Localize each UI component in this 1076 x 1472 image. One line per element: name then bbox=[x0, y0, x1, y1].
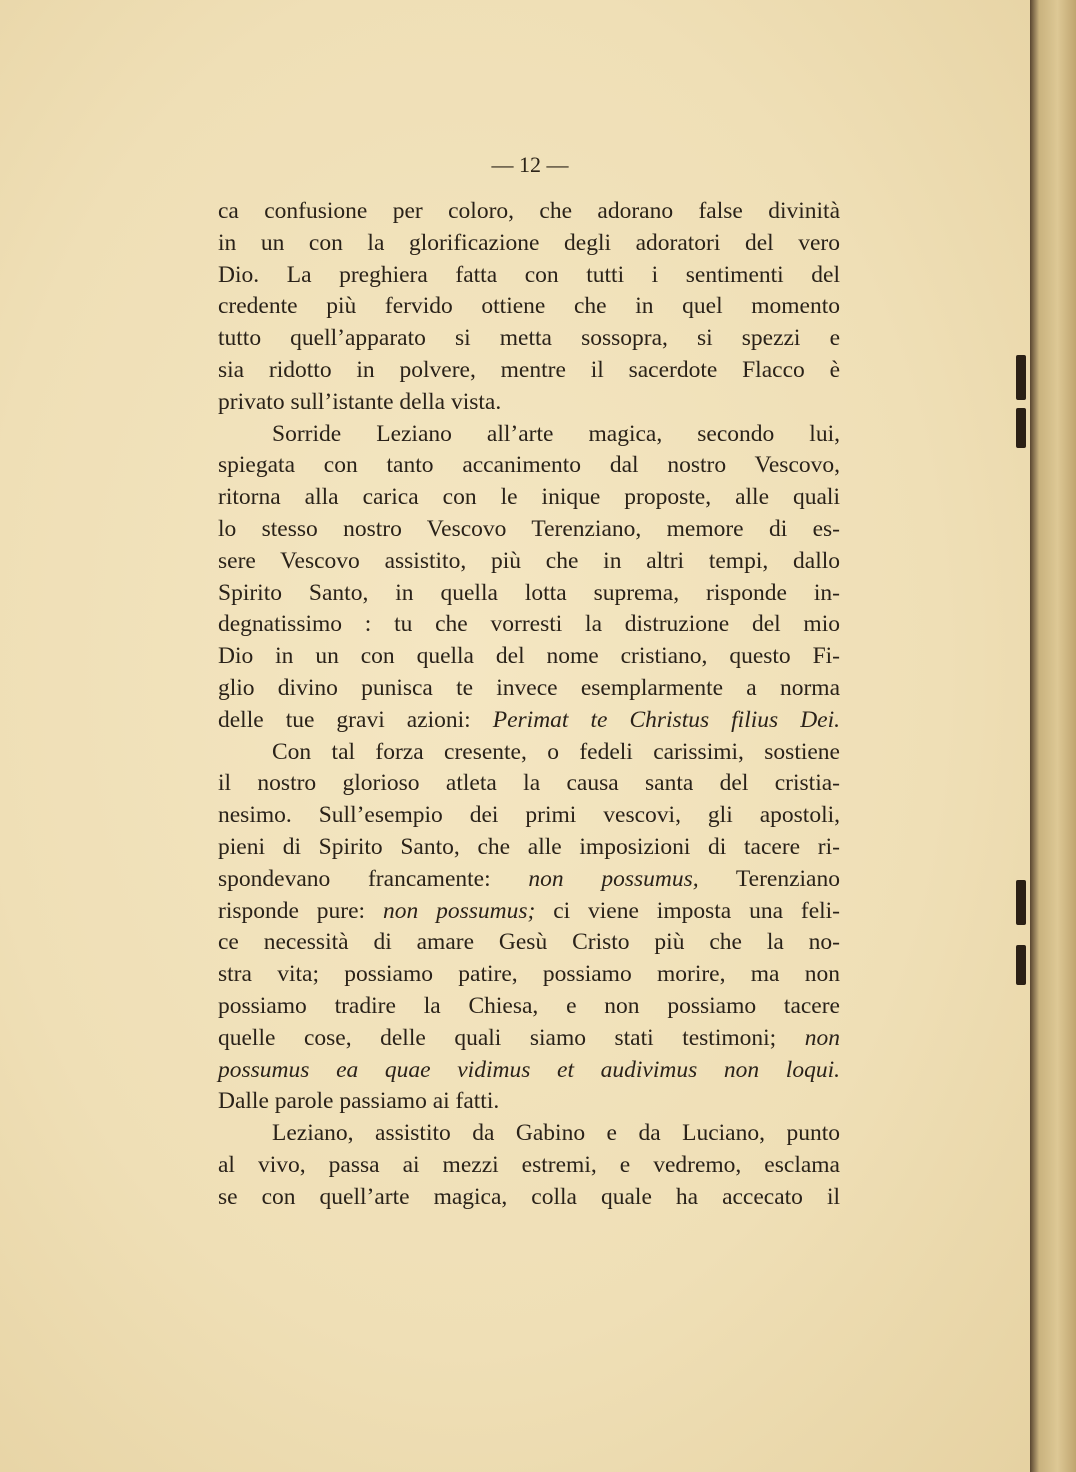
text-line bbox=[218, 419, 840, 451]
binding-mark bbox=[1016, 945, 1026, 985]
text-segment: in un con la glorificazione degli adoratori del vero bbox=[218, 229, 840, 256]
text-line bbox=[218, 864, 840, 896]
text-line bbox=[218, 800, 840, 832]
text-segment: quelle cose, delle quali siamo stati testimoni; bbox=[218, 1024, 805, 1051]
binding-mark bbox=[1016, 880, 1026, 925]
text-line bbox=[218, 959, 840, 991]
text-segment: nesimo. Sull’esempio dei primi vescovi, gli apostoli, bbox=[218, 802, 840, 829]
text-line bbox=[218, 196, 840, 228]
text-line bbox=[218, 705, 840, 737]
text-line bbox=[218, 546, 840, 578]
italic-text: non possumus; bbox=[382, 897, 536, 924]
text-segment: Terenziano bbox=[698, 865, 840, 892]
text-segment: ritorna alla carica con le inique proposte, alle quali bbox=[218, 484, 840, 511]
text-segment: ca confusione per coloro, che adorano false divinità bbox=[218, 198, 840, 224]
text-segment: risponde pure: bbox=[218, 897, 383, 924]
text-segment: Spirito Santo, in quella lotta suprema, risponde in- bbox=[218, 579, 840, 606]
text-line bbox=[218, 482, 840, 514]
text-segment: Con tal forza cresente, o fedeli carissimi, sostiene bbox=[272, 738, 840, 765]
text-line bbox=[218, 927, 840, 959]
text-line bbox=[218, 1023, 840, 1055]
text-segment: Dalle parole passiamo ai fatti. bbox=[218, 1088, 500, 1115]
text-line bbox=[218, 1118, 840, 1150]
text-line bbox=[218, 355, 840, 387]
text-segment: ce necessità di amare Gesù Cristo più che la no- bbox=[218, 929, 840, 956]
text-line bbox=[218, 832, 840, 864]
text-segment: privato sull’istante della vista. bbox=[218, 388, 502, 415]
text-segment: pieni di Spirito Santo, che alle imposizioni di tacere ri- bbox=[218, 833, 840, 860]
page-edge bbox=[1030, 0, 1076, 1472]
text-line bbox=[218, 260, 840, 292]
text-line bbox=[218, 641, 840, 673]
text-segment: possiamo tradire la Chiesa, e non possiamo tacere bbox=[218, 992, 840, 1019]
text-segment: Dio in un con quella del nome cristiano, questo Fi- bbox=[218, 643, 840, 670]
text-segment: tutto quell’apparato si metta sossopra, si spezzi e bbox=[218, 325, 840, 352]
text-line bbox=[218, 991, 840, 1023]
italic-text: non possumus, bbox=[528, 865, 699, 892]
text-segment: lo stesso nostro Vescovo Terenziano, memore di es- bbox=[218, 515, 840, 542]
text-segment: degnatissimo : tu che vorresti la distruzione del mio bbox=[218, 611, 840, 638]
text-line bbox=[218, 737, 840, 769]
text-line bbox=[218, 450, 840, 482]
text-segment: spondevano francamente: bbox=[218, 865, 529, 892]
italic-text: non bbox=[804, 1024, 840, 1051]
body-text bbox=[218, 196, 840, 1214]
text-line bbox=[218, 673, 840, 705]
page-number: — 12 — bbox=[491, 152, 569, 177]
binding-mark bbox=[1016, 355, 1026, 400]
binding-mark bbox=[1016, 408, 1026, 448]
text-line bbox=[218, 768, 840, 800]
italic-text: possumus ea quae vidimus et audivimus non loqui. bbox=[218, 1056, 840, 1083]
text-segment: Sorride Leziano all’arte magica, secondo lui, bbox=[272, 420, 840, 447]
text-segment: delle tue gravi azioni: bbox=[218, 706, 493, 733]
text-segment: ci viene imposta una feli- bbox=[535, 897, 841, 924]
text-line bbox=[218, 387, 840, 419]
italic-text: Perimat te Christus filius Dei. bbox=[492, 706, 840, 733]
text-segment: credente più fervido ottiene che in quel momento bbox=[218, 293, 840, 320]
text-line bbox=[218, 1150, 840, 1182]
text-segment: sere Vescovo assistito, più che in altri tempi, dallo bbox=[218, 547, 840, 574]
text-segment: se con quell’arte magica, colla quale ha accecato il bbox=[218, 1183, 840, 1210]
text-line bbox=[218, 323, 840, 355]
text-line bbox=[218, 1055, 840, 1087]
text-line bbox=[218, 514, 840, 546]
text-segment: spiegata con tanto accanimento dal nostro Vescovo, bbox=[218, 452, 840, 479]
text-line bbox=[218, 896, 840, 928]
text-line bbox=[218, 578, 840, 610]
text-segment: il nostro glorioso atleta la causa santa del cristia- bbox=[218, 770, 840, 797]
text-segment: al vivo, passa ai mezzi estremi, e vedremo, esclama bbox=[218, 1151, 840, 1178]
text-line bbox=[218, 291, 840, 323]
text-segment: Leziano, assistito da Gabino e da Luciano, punto bbox=[272, 1120, 840, 1147]
text-line bbox=[218, 1182, 840, 1214]
text-segment: stra vita; possiamo patire, possiamo morire, ma non bbox=[218, 961, 840, 988]
text-line bbox=[218, 609, 840, 641]
text-line bbox=[218, 228, 840, 260]
text-segment: Dio. La preghiera fatta con tutti i sentimenti del bbox=[218, 261, 840, 288]
text-segment: glio divino punisca te invece esemplarmente a norma bbox=[218, 674, 840, 701]
text-line bbox=[218, 1086, 840, 1118]
text-segment: sia ridotto in polvere, mentre il sacerdote Flacco è bbox=[218, 356, 840, 383]
